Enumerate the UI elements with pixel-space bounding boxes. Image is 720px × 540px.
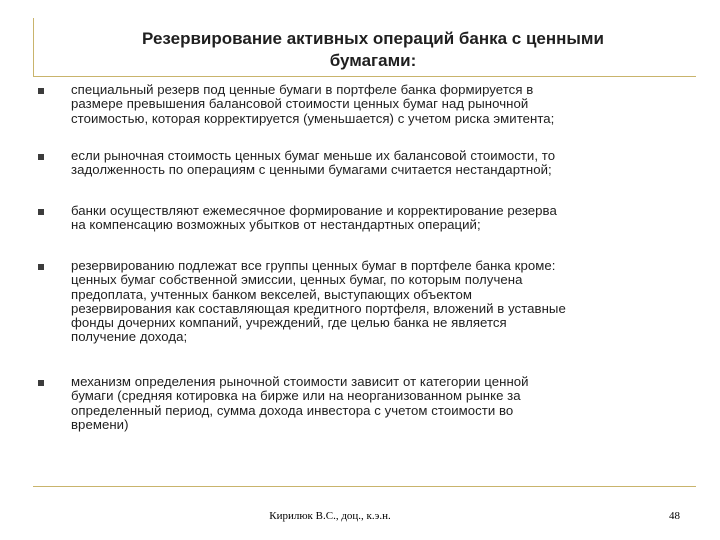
slide-title-line-2: бумагами: xyxy=(329,51,417,70)
bullet-text: банки осуществляют ежемесячное формирование и корректирование резерва на компенсацию возможных убытков от нестандартных операций; xyxy=(71,203,557,233)
square-bullet-icon xyxy=(38,264,44,270)
footer-divider xyxy=(33,486,696,487)
slide-title xyxy=(48,28,698,72)
page-number: 48 xyxy=(669,510,680,522)
square-bullet-icon xyxy=(38,380,44,386)
bullet-text: механизм определения рыночной стоимости зависит от категории ценной бумаги (средняя котировка на бирже или на неорганизованном рынке за определенный период, сумма дохода инвестора с учетом стоимости во времени) xyxy=(71,374,529,432)
bullet-text: если рыночная стоимость ценных бумаг меньше их балансовой стоимости, то задолженность по операциям с ценными бумагами считается нестандартной; xyxy=(71,148,556,178)
bullet-text: резервированию подлежат все группы ценных бумаг в портфеле банка кроме: ценных бумаг собственной эмиссии, ценных бумаг, по которым получена предоплата, учтенных банком векселей, выступающих объектом резервирования как составляющая кредитного портфеля, вложений в уставные фонды дочерних компаний, учреждений, где целью банка не является получение дохода; xyxy=(71,258,566,345)
square-bullet-icon xyxy=(38,209,44,215)
title-vertical-rule xyxy=(33,18,34,76)
bullet-text: специальный резерв под ценные бумаги в портфеле банка формируется в размере превышения балансовой стоимости ценных бумаг над рыночной стоимостью, которая корректируется (уменьшается) с учетом риска эмитента; xyxy=(71,82,555,126)
title-divider xyxy=(33,76,696,77)
square-bullet-icon xyxy=(38,88,44,94)
square-bullet-icon xyxy=(38,154,44,160)
slide-title-line-1: Резервирование активных операций банка с ценными xyxy=(142,29,604,48)
footer-author: Кирилюк В.С., доц., к.э.н. xyxy=(269,510,391,522)
